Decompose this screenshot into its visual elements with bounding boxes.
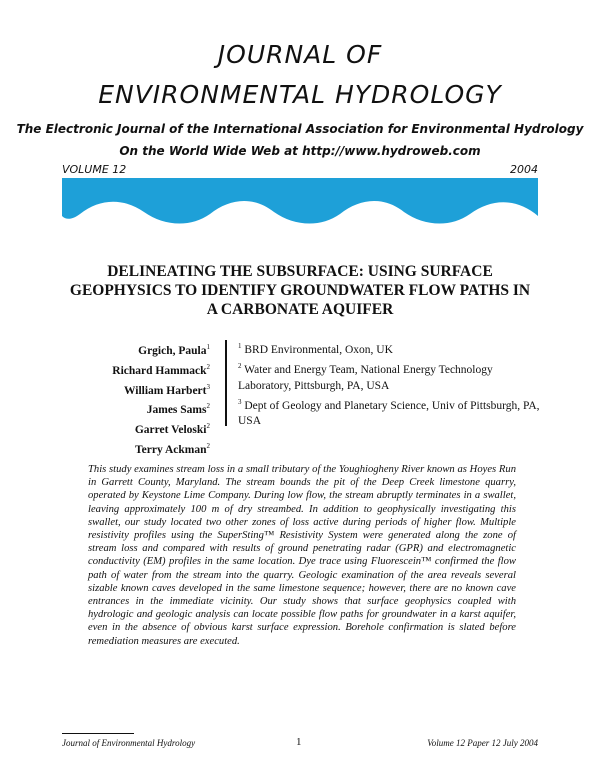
article-title-line2: GEOPHYSICS TO IDENTIFY GROUNDWATER FLOW PATHS IN xyxy=(69,282,531,299)
affiliation: $^3$ Dept of Geology and Planetary Science, Univ of Pittsburgh, PA, USA xyxy=(238,397,540,428)
affiliation: $^1$ BRD Environmental, Oxon, UK xyxy=(238,342,393,356)
article-title xyxy=(60,262,540,319)
footer-journal-name: Journal of Environmental Hydrology xyxy=(62,738,196,748)
affiliation-list xyxy=(238,338,548,429)
author: William Harbert$^3$ xyxy=(123,382,210,397)
journal-title-line2: ENVIRONMENTAL HYDROLOGY xyxy=(98,80,502,109)
abstract-text: This study examines stream loss in a small tributary of the Youghiogheny River known as Hoyes Run in Garrett County, Maryland. The stream bounds the pit of the Deep Creek limestone quarry, operated by Keystone Lime Company. During low flow, the stream abruptly terminates in a swallet, leaving approximately 100 m of dry streambed. In addition to geophysically investigating this swallet, our study located two other zones of loss active during periods of higher flow. Multiple resistivity profiles using the SuperSting™ Resistivity System were generated along the zone of stream loss and compared with results of ground penetrating radar (GPR) and electromagnetic conductivity (EM) profiles in the same location. Dye trace using Fluorescein™ confirmed the flow path of water from the stream into the quarry. Geologic examination of the area reveals several sizable known caves developed in the same limestone sequence; however, there are no known cave entrances in the immediate vicinity. Our study shows that surface geophysics coupled with hydrologic and geologic analysis can locate possible flow paths for groundwater in a karst aquifer, even in the absence of obvious karst surface expression. Borehole confirmation is slated before remediation measures are executed. xyxy=(88,464,516,647)
journal-subtitle: The Electronic Journal of the International Association for Environmental Hydrology xyxy=(16,122,584,136)
article-title-line3: A CARBONATE AQUIFER xyxy=(206,301,394,318)
affiliation: $^2$ Water and Energy Team, National Energy Technology Laboratory, Pittsburgh, PA, USA xyxy=(238,361,493,392)
wave-shape xyxy=(62,178,538,224)
journal-web-address: On the World Wide Web at http://www.hydroweb.com xyxy=(119,144,481,158)
footer-volume-info: Volume 12 Paper 12 July 2004 xyxy=(427,738,538,748)
author: Grgich, Paula$^1$ xyxy=(138,343,210,357)
author: Richard Hammack$^2$ xyxy=(112,362,210,377)
article-title-line1: DELINEATING THE SUBSURFACE: USING SURFACE xyxy=(107,263,493,280)
author: James Sams$^2$ xyxy=(146,402,210,417)
page-number: 1 xyxy=(296,736,302,748)
footer-rule xyxy=(62,733,134,734)
wave-banner xyxy=(62,176,538,228)
year-label: 2004 xyxy=(510,163,538,176)
author-list xyxy=(80,339,210,458)
journal-title-line1: JOURNAL OF xyxy=(217,40,383,69)
author: Terry Ackman$^2$ xyxy=(135,442,210,456)
author: Garret Veloski$^2$ xyxy=(134,422,210,437)
author-divider xyxy=(225,340,227,426)
volume-label: VOLUME 12 xyxy=(62,163,127,176)
